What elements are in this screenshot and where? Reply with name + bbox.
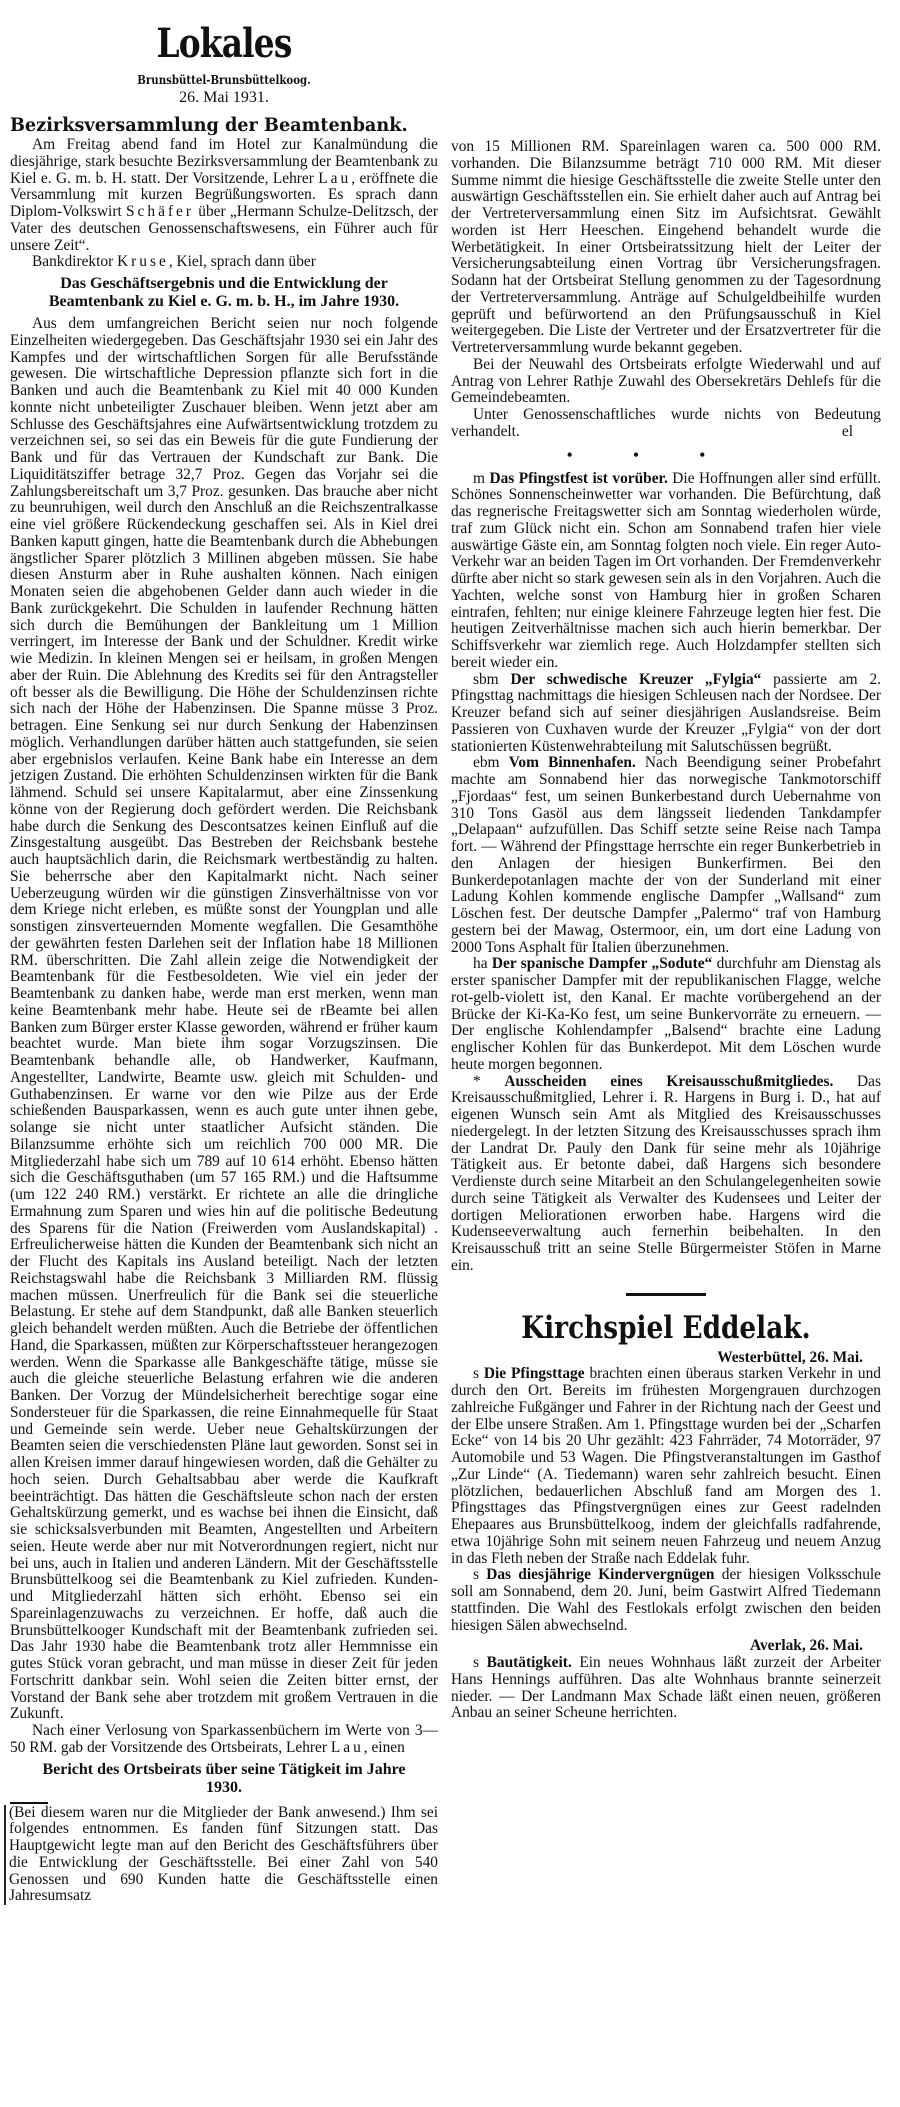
article-paragraph: (Bei diesem waren nur die Mitglieder der Bank anwesend.) Ihm sei folgendes entnommen. Es fanden fünf Sitzungen statt. Das Hauptgewicht legte man auf den Bericht des Geschäftsführers über die Entwicklung der Geschäftsstelle. Bei einer Zahl von 540 Genossen und 690 Kunden hatte die Geschäftsstelle einen Jahresumsatz <box>9 1803 438 1905</box>
author-tag: * <box>473 1072 481 1090</box>
article-paragraph: Aus dem umfangreichen Bericht seien nur noch folgende Einzelheiten wiedergegeben. Das Geschäftsjahr 1930 sei ein Jahr des Kampfes und der wirtschaftlichen Sorgen für alle Berufsstände gewesen. Die wirtschaftliche Depression pflanzte sich fort in die Banken und auch die Beamtenbank zu Kiel mit 40 000 Kunden konnte nicht unbeteiligter Zuschauer bleiben. Wenn jetzt aber am Schlusse des Geschäftsjahres eine Aufwärtsentwicklung trotzdem zu verzeichnen sei, so sei das ein Beweis für die gute Fundierung der Bank und für das Vertrauen der Kundschaft zur Bank. Die Liquiditätsziffer betrage 32,7 Proz. Gegen das Vorjahr sei die Zahlungsbereitschaft um 3,7 Proz. gesunken. Das brauche aber nicht zu beunruhigen, weil durch den Anschluß an die Reichszentralkasse eine viel größere Rückendeckung geschaffen sei. Als in Kiel drei Banken kaputt gingen, hatte die Beamtenbank durch die Abhebungen ängstlicher Sparer plötzlich 3 Millinen abgeben müssen. Sie habe diesen Ansturm aber in Ruhe aushalten können. Nach einigen Monaten seien die abgehobenen Gelder dann auch wieder in die Bank zurückgekehrt. Die Schulden in laufender Rechnung hätten sich durch die Bemühungen der Bankleitung um 1 Million verringert, im Interesse der Bank und der Schuldner. Kredit wirke wie Medizin. In kleinen Mengen sei er heilsam, in großen Mengen aber der Ruin. Die Ablehnung des Kredits sei für den Antragsteller oft besser als die Bewilligung. Die Höhe der Schuldenzinsen richte sich nach der Höhe der Habenzinsen. Die Spanne müsse 3 Proz. betragen. Eine Senkung sei nur durch Senkung der Habenzinsen möglich. Verhandlungen darüber hätten auch stattgefunden, sie seien aber ergebnislos verlaufen. Keine Bank habe ein Interesse an dem jetzigen Zustand. Die erhöhten Schuldenzinsen wirkten für die Bank lähmend. Schuld sei unsere Kapitalarmut, aber eine Zinssenkung könne von der Regierung doch gefördert werden. Die Reichsbank habe durch die Senkung des Descontsatzes keinen Einfluß auf die Zinsgestaltung ausgeübt. Das Bestreben der Reichsbank bestehe auch hauptsächlich darin, die Reichsmark wertbeständig zu halten. Sie beherrsche aber den Kapitalmarkt nicht. Nach seiner Ueberzeugung würden wir die günstigen Zinsverhältnisse von vor dem Kriege nicht erleben, es müßte sonst der Youngplan und alle sonstigen zinsverteuernden Momente wegfallen. Die Gesamthöhe der gewährten festen Darlehen seit der Inflation habe 18 Millionen RM. überschritten. Die Zahl allein zeige die Notwendigkeit der Beamtenbank für die Festbesoldeten. Wie viel ein jeder der Beamtenbank zu danken habe, werde man erst merken, wenn man keine Beamtenbank mehr habe. Heute sei de rBeamte bei allen Banken zum Bürger erster Klasse geworden, während er früher kaum beachtet wurde. Man biete ihm sogar Vorzugszinsen. Die Beamtenbank behandle alle, ob Handwerker, Kaufmann, Angestellter, Landwirte, Beamte usw. gleich mit Schulden- und Guthabenzinsen. Er warne vor den wie Pilze aus der Erde schießenden Bausparkassen, wenn es auch gute unter ihnen gebe, solange sie nicht unter staatlicher Aufsicht ständen. Die Bilanzsumme erhöhte sich um reichlich 700 000 MR. Die Mitgliederzahl habe sich um 789 auf 10 614 erhöht. Ebenso hätten sich die Geschäftsguthaben (um 57 165 RM.) und die Haftsumme (um 122 240 RM.) verstärkt. Er richtete an alle die dringliche Ermahnung zum Sparen und wies hin auf die politische Bedeutung des Sparens für die Nation (Freiwerden vom Auslandskapital) . Erfreulicherweise hätten die Kunden der Beamtenbank sich nicht an der Flucht des Kapitals ins Ausland beteiligt. Nach der letzten Reichstagswahl habe die Reichsbank 3 Milliarden RM. flüssig machen müssen. Unerfreulich für die Bank sei die steuerliche Belastung. Er stehe auf dem Standpunkt, daß alle Banken steuerlich gleich behandelt werden müßten. Auch die Betriebe der öffentlichen Hand, die Sparkassen, müßten zur Körperschaftssteuer herangezogen werden. Wenn die Sparkasse alle Bankgeschäfte tätige, müsse sie auch die gleiche steuerliche Belastung erfahren wie die anderen Banken. Der Vorzug der Mündelsicherheit berechtige sogar eine Sondersteuer für die Sparkassen, die reine Einnahmequelle für Staat und Gemeinde sein werde. Ueber neue Gehaltskürzungen der Beamten seien die verschiedensten Pläne laut geworden. Sonst sei in allen Kreisen immer darauf hingewiesen worden, daß die Gehälter zu hoch seien. Durch Gehaltsabbau aber werde die Kaufkraft beeinträchtigt. Das hätten die Geschäftsleute schon nach der ersten Gehaltskürzung gemerkt, und es wachse bei ihnen die Einsicht, daß sie schicksalsverbunden mit Beamten, Angestellten und Arbeitern seien. Heute werde aber nur mit Notverordnungen regiert, nicht nur bei uns, auch in Italien und anderen Ländern. Mit der Geschäftsstelle Brunsbüttelkoog sei die Beamtenbank zu Kiel zufrieden. Kunden- und Mitgliederzahl hätten sich erhöht. Ebenso sei ein Spareinlagenzuwachs zu verzeichnen. Er hoffe, daß auch die Brunsbüttelkooger Kundschaft mit der Beamtenbank zufrieden sei. Das Jahr 1930 habe die Beamtenbank trotz aller Hemmnisse ein gutes Stück voran gebracht, und man müsse in dieser Zeit für jeden Fortschritt dankbar sein. Wohl seien die Zeiten bitter ernst, der Vorstand der Bank sehe aber trotzdem mit großem Vertrauen in die Zukunft. <box>10 315 438 1723</box>
news-item <box>451 471 881 672</box>
article-paragraph: von 15 Millionen RM. Spareinlagen waren ca. 500 000 RM. vorhanden. Die Bilanzsumme beträgt 710 000 RM. Mit dieser Summe nimmt die hiesige Geschäftsstelle die zweite Stelle unter den auswärtign Geschäftsstellen ein. Sie erhielt daher auch auf Antrag bei der Vertreterversammlung einen Sitz im Aufsichtsrat. Gewählt worden ist Herr Heeschen. Eingehend behandelt wurde die Werbetätigkeit. In einer Ortsbeiratssitzung hielt der Leiter der Versicherungsabteilung einen Vortrag übr Versicherungsfragen. Sodann hat der Ortsbeirat Stellung genommen zu der Tagesordnung der Vertreterversammlung. Anträge auf Schulgeldbeihilfe wurden geprüft und befürwortend an den Prüfungsausschuß in Kiel weitergegeben. Die Liste der Vertreter und der Ersatzvertreter für die Vertreterversammlung wurde bekannt gegeben. <box>451 138 881 356</box>
news-heading: Das Pfingstfest ist vorüber. <box>489 469 668 487</box>
news-heading: Das diesjährige Kindervergnügen <box>486 1566 715 1584</box>
name-kruse: Kruse <box>117 253 169 271</box>
news-text: passierte am 2. Pfingsttag nachmittags die hiesigen Schleusen nach der Nordsee. Der Kreuzer befand sich auf seiner diesjährigen Auslandsreise. Beim Passieren von Cuxhaven wurde der Kreuzer „Fylgia“ von der dort stationierten Küstenwehrabteilung mit Salutschüssen begrüßt. <box>451 670 881 755</box>
text: Nach einer Verlosung von Sparkassenbüchern im Werte von 3—50 RM. gab der Vorsitzende des Ortsbeirats, Lehrer <box>10 1722 438 1756</box>
news-heading: Der schwedische Kreuzer „Fylgia“ <box>510 670 762 688</box>
article-subheading: Bericht des Ortsbeirats über seine Tätigkeit im Jahre 1930. <box>42 1760 406 1796</box>
author-tag: m <box>473 469 485 487</box>
news-item <box>451 755 881 956</box>
news-heading: Ausscheiden eines Kreisausschußmitgliedes. <box>504 1072 834 1090</box>
news-text: Das Kreisausschußmitglied, Lehrer i. R. Hargens in Burg i. D., hat auf eigenen Wunsch sein Amt als Mitglied des Kreisausschusses niedergelegt. In der letzten Sitzung des Kreisausschusses sprach ihm der Landrat Dr. Pauly den Dank für seine mehr als 10jährige Tätigkeit aus. Er betonte dabei, daß Hargens sich besondere Verdienste durch seine Mitarbeit an den Schulangelegenheiten sowie durch seine Tätigkeit als Verwalter des Kudensees und Leiter der dortigen Meliorationen erworben habe. Hargens wird die Kudenseeverwaltung auch fernerhin beibehalten. In den Kreisausschuß tritt an seine Stelle Bürgermeister Stöfen in Marne ein. <box>451 1072 881 1274</box>
news-heading: Vom Binnenhafen. <box>508 754 636 772</box>
author-tag: s <box>473 1654 479 1671</box>
text: Unter Genossenschaftliches wurde nichts von Bedeutung verhandelt. <box>451 406 881 440</box>
text: Am Freitag abend fand im Hotel zur Kanalmündung die diesjährige, stark besuchte Bezirksversammlung der Beamtenbank zu Kiel e. G. m. b. H. statt. Der Vorsitzende, Lehrer <box>10 136 438 187</box>
author-tag: sbm <box>473 670 499 688</box>
news-text: der hiesigen Volksschule soll am Sonnabend, dem 20. Juni, beim Gastwirt Alfred Tiedemann stattfinden. Die Wahl des Festlokals erfolgt zwischen den beiden hiesigen Sälen abwechselnd. <box>451 1566 881 1634</box>
text: über „Hermann Schulze-Delitzsch, der Vater des deutschen Genossenschaftswesens, ein Führer auch für unsere Zeit“. <box>10 203 438 254</box>
author-tag: s <box>473 1365 479 1383</box>
article-paragraph <box>10 254 438 271</box>
right-column <box>451 139 881 1722</box>
news-item <box>451 956 881 1073</box>
article-paragraph: Bei der Neuwahl des Ortsbeirats erfolgte Wiederwahl und auf Antrag von Lehrer Rathje Zuwahl des Obersekretärs Dehlefs für die Gemeindebeamten. <box>451 355 881 407</box>
news-item <box>451 1655 881 1722</box>
left-column <box>10 0 438 1905</box>
article-paragraph <box>451 407 881 441</box>
separator-dots: ••• <box>566 444 766 465</box>
text: , einen <box>363 1738 405 1756</box>
dateline: Averlak, 26. Mai. <box>750 1637 863 1655</box>
text: Bankdirektor <box>32 253 118 271</box>
dateline: Westerbüttel, 26. Mai. <box>717 1348 863 1366</box>
news-text: brachten einen überaus starken Verkehr in und durch den Ort. Bereits im frühesten Morgengrauen durchzogen zahlreiche Fußgänger und Fahrer in der Richtung nach der Geest und der Elbe unsere Straßen. Am 1. Pfingsttage wurden bei der „Scharfen Ecke“ von 14 bis 20 Uhr gezählt: 423 Fahrräder, 74 Motorräder, 97 Automobile und 53 Wagen. Die Pfingstveranstaltungen im Gasthof „Zur Linde“ (A. Tiedemann) waren sehr zahlreich besucht. Einen plötzlichen, bedauerlichen Abschluß fand am Morgen des 1. Pfingsttages das Pfingstvergnügen eines zur Geest radelnden Ehepaares aus Brunsbüttelkoog, indem der gleichfalls radfahrende, etwa 10jährige Sohn mit seinem neuen Fahrzeug und neuem Anzug in das Fleth neben der Straße nach Eddelak fuhr. <box>451 1365 881 1567</box>
section-date: 26. Mai 1931. <box>179 89 269 106</box>
news-text: durchfuhr am Dienstag als erster spanischer Dampfer mit der republikanischen Flagge, welche rot-gelb-violett ist, den Kanal. Er machte vorübergehend an der Brücke der Ki-Ka-Ko fest, um seine Bunkervorräte zu erneuern. — Der englische Kohlendampfer „Balsend“ brachte eine Ladung englischer Kohlen für das Bunkerdepot. Mit dem Löschen wurde heute morgen begonnen. <box>451 955 881 1073</box>
news-item <box>451 1366 881 1567</box>
name-lau: Lau <box>330 1738 364 1756</box>
author-signature: el <box>841 422 853 440</box>
news-item <box>451 672 881 756</box>
author-tag: ha <box>473 955 488 973</box>
article-subheading: Das Geschäftsergebnis und die Entwicklung der Beamtenbank zu Kiel e. G. m. b. H., im Jahre 1930. <box>48 275 400 310</box>
article-paragraph <box>10 137 438 254</box>
section-place: Brunsbüttel-Brunsbüttelkoog. <box>137 73 311 87</box>
section-title-eddelak: Kirchspiel Eddelak. <box>521 1309 811 1346</box>
author-tag: ebm <box>473 754 500 772</box>
text: , eröffnete die Versammlung mit kurzen Begrüßungsworten. Es sprach dann Diplom-Volkswirt <box>10 169 438 220</box>
news-item <box>451 1567 881 1634</box>
name-schaefer: Schäfer <box>126 203 194 220</box>
article-headline: Bezirksversammlung der Beamtenbank. <box>10 114 408 136</box>
news-item <box>451 1074 881 1275</box>
article-paragraph <box>10 1723 438 1757</box>
news-heading: Der spanische Dampfer „Sodute“ <box>491 955 713 973</box>
text: , Kiel, sprach dann über <box>168 253 316 271</box>
news-heading: Die Pfingsttage <box>483 1365 585 1383</box>
news-text: Ein neues Wohnhaus läßt zurzeit der Arbeiter Hans Hennings aufführen. Das alte Wohnhaus brannte seinerzeit nieder. — Der Landmann Max Schade läßt einen neuen, größeren Anbau an seiner Scheune herrichten. <box>451 1654 881 1722</box>
section-divider <box>626 1293 706 1296</box>
news-heading: Bautätigkeit. <box>486 1654 572 1671</box>
section-title: Lokales <box>156 20 292 67</box>
name-lau: Lau <box>318 169 352 187</box>
news-text: Nach Beendigung seiner Probefahrt machte am Sonnabend hier das norwegische Tankmotorschiff „Fjordaas“ fest, um seinen Bunkerbestand durch Uebernahme von 310 Tons Gasöl aus dem längsseit liedenden Tankdampfer „Delapaan“ aufzufüllen. Das Schiff setzte seine Reise nach Tampa fort. — Während der Pfingsttage herrschte ein reger Bunkerbetrieb in den Anlagen der hiesigen Bunkerfirmen. Bei den Bunkerdepotanlagen machte der von der Sunderland mit einer Ladung Kohlen kommende englische Dampfer „Wallsand“ zum Löschen fest. Der deutsche Dampfer „Palermo“ traf von Hamburg gestern bei der Mawag, Ostermoor, ein, um dort eine Ladung von 2000 Tons Asphalt für Italien überzunehmen. <box>451 754 881 956</box>
news-text: Die Hoffnungen aller sind erfüllt. Schönes Sonnenscheinwetter war vorhanden. Die Befürchtung, daß das regnerische Freitagswetter sich am Sonntag wiederholen würde, traf zum Glück nicht ein. Schon am Sonnabend trafen hier viele auswärtige Gäste ein, am Sonntag folgten noch viele. Ein reger Auto-Verkehr war an beiden Tagen im Ort vorhanden. Der Fremdenverkehr dürfte aber nicht so stark gewesen sein als in den Vorjahren. Auch die Yachten, welche sonst von Hamburg hier in großen Scharen eintrafen, fehlten; nur einige kleinere Fahrzeuge legten hier fest. Die heutigen Zeitverhältnisse machen sich auch hierin bemerkbar. Der Schiffsverkehr war ziemlich rege. Auch Holzdampfer stellten sich bereit wieder ein. <box>451 469 881 671</box>
continued-box <box>4 1805 438 1906</box>
author-tag: s <box>473 1566 479 1584</box>
